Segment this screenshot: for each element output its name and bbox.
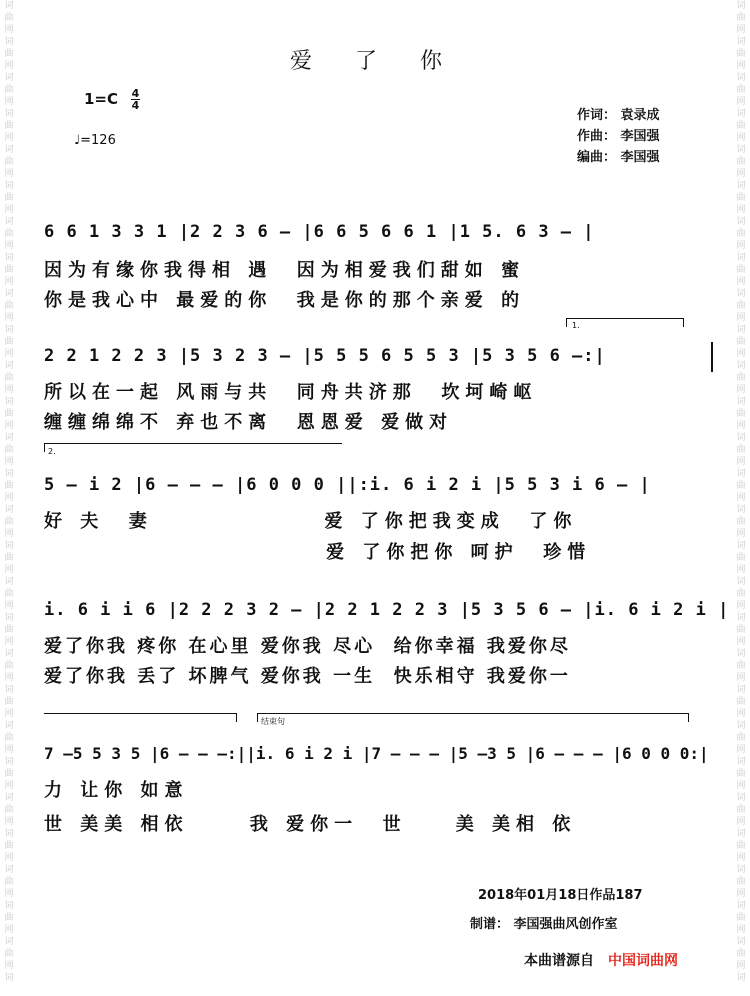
watermark-char: 网 <box>736 421 746 431</box>
watermark-char: 词 <box>4 361 14 371</box>
watermark-char: 词 <box>4 217 14 227</box>
watermark-char: 网 <box>4 925 14 935</box>
second-ending-bracket <box>44 443 342 452</box>
lyrics-row-5-verse-1: 力 让你 如意 <box>44 780 189 801</box>
watermark-char: 曲 <box>4 589 14 599</box>
first-ending-bracket <box>566 318 684 327</box>
watermark-char: 网 <box>4 601 14 611</box>
watermark-char: 曲 <box>736 913 746 923</box>
watermark-char: 曲 <box>736 625 746 635</box>
watermark-char: 词 <box>4 505 14 515</box>
notation-row-2: 2 2 1 2 2 3 |5 3 2 3 – |5 5 5 6 5 5 3 |5 3 5 6 –:| <box>44 346 606 366</box>
watermark-char: 词 <box>736 289 746 299</box>
watermark-char: 曲 <box>736 85 746 95</box>
watermark-char: 网 <box>736 853 746 863</box>
lyrics-row-4-verse-2: 爱了你我 丢了 坏脾气 爱你我 一生 快乐相守 我爱你一 <box>44 666 571 687</box>
lyrics-row-4-verse-1: 爱了你我 疼你 在心里 爱你我 尽心 给你幸福 我爱你尽 <box>44 636 571 657</box>
score-maker: 制谱： 李国强曲风创作室 <box>470 917 618 932</box>
watermark-char: 词 <box>4 469 14 479</box>
watermark-char: 网 <box>736 385 746 395</box>
watermark-right <box>734 0 748 984</box>
watermark-char: 词 <box>736 973 746 983</box>
watermark-char: 词 <box>4 793 14 803</box>
watermark-char: 曲 <box>736 49 746 59</box>
watermark-char: 曲 <box>4 769 14 779</box>
watermark-char: 词 <box>736 37 746 47</box>
watermark-char: 曲 <box>4 409 14 419</box>
watermark-char: 网 <box>736 925 746 935</box>
watermark-char: 词 <box>4 253 14 263</box>
lyricist-credit: 作词： 袁录成 <box>577 108 660 123</box>
watermark-char: 曲 <box>4 157 14 167</box>
watermark-char: 曲 <box>736 265 746 275</box>
watermark-char: 曲 <box>736 13 746 23</box>
watermark-char: 曲 <box>4 661 14 671</box>
watermark-char: 网 <box>4 565 14 575</box>
watermark-char: 曲 <box>4 121 14 131</box>
watermark-char: 网 <box>4 61 14 71</box>
watermark-char: 曲 <box>736 409 746 419</box>
coda-label: 结束句 <box>261 717 285 726</box>
watermark-char: 曲 <box>736 661 746 671</box>
watermark-char: 网 <box>736 97 746 107</box>
watermark-char: 网 <box>736 565 746 575</box>
watermark-char: 网 <box>4 25 14 35</box>
watermark-char: 词 <box>4 829 14 839</box>
watermark-char: 词 <box>736 541 746 551</box>
watermark-char: 网 <box>4 529 14 539</box>
second-ending-label: 2. <box>48 447 56 456</box>
watermark-char: 曲 <box>736 157 746 167</box>
watermark-char: 曲 <box>736 769 746 779</box>
watermark-char: 词 <box>736 865 746 875</box>
watermark-char: 曲 <box>4 13 14 23</box>
watermark-char: 曲 <box>4 697 14 707</box>
source-line <box>524 950 678 970</box>
song-title: 爱 了 你 <box>290 49 460 74</box>
watermark-char: 词 <box>736 577 746 587</box>
watermark-char: 曲 <box>4 49 14 59</box>
coda-bracket <box>257 713 689 722</box>
watermark-char: 词 <box>736 325 746 335</box>
watermark-char: 网 <box>736 673 746 683</box>
watermark-char: 词 <box>736 901 746 911</box>
watermark-char: 词 <box>736 73 746 83</box>
watermark-char: 网 <box>4 709 14 719</box>
watermark-char: 网 <box>736 637 746 647</box>
watermark-char: 网 <box>736 61 746 71</box>
watermark-char: 网 <box>736 25 746 35</box>
watermark-char: 词 <box>736 649 746 659</box>
watermark-char: 词 <box>736 721 746 731</box>
watermark-char: 曲 <box>4 553 14 563</box>
watermark-char: 词 <box>4 109 14 119</box>
watermark-char: 曲 <box>4 805 14 815</box>
watermark-char: 曲 <box>4 517 14 527</box>
watermark-char: 网 <box>4 241 14 251</box>
watermark-char: 曲 <box>4 265 14 275</box>
watermark-char: 网 <box>4 457 14 467</box>
watermark-char: 网 <box>4 277 14 287</box>
watermark-char: 网 <box>4 313 14 323</box>
lyrics-row-1-verse-1: 因为有缘你我得相 遇 因为相爱我们甜如 蜜 <box>44 260 526 281</box>
notation-row-5: 7 –5 5 3 5 |6 – – –:||i. 6 i 2 i |7 – – – |5 –3 5 |6 – – – |6 0 0 0:| <box>44 744 709 763</box>
watermark-char: 网 <box>736 601 746 611</box>
watermark-char: 词 <box>736 685 746 695</box>
watermark-char: 曲 <box>736 877 746 887</box>
lyrics-row-2-verse-1: 所以在一起 风雨与共 同舟共济那 坎坷崎岖 <box>44 382 538 403</box>
watermark-char: 网 <box>4 817 14 827</box>
time-signature <box>131 88 140 111</box>
watermark-char: 曲 <box>736 949 746 959</box>
watermark-char: 网 <box>736 457 746 467</box>
watermark-char: 词 <box>4 973 14 983</box>
watermark-char: 曲 <box>4 733 14 743</box>
watermark-char: 曲 <box>4 481 14 491</box>
watermark-char: 曲 <box>736 481 746 491</box>
watermark-char: 曲 <box>4 337 14 347</box>
watermark-char: 词 <box>4 145 14 155</box>
watermark-char: 曲 <box>4 949 14 959</box>
watermark-char: 词 <box>736 145 746 155</box>
watermark-char: 曲 <box>4 625 14 635</box>
arranger-credit: 编曲： 李国强 <box>577 150 660 165</box>
watermark-char: 词 <box>736 433 746 443</box>
watermark-char: 网 <box>736 277 746 287</box>
watermark-char: 网 <box>736 961 746 971</box>
watermark-char: 词 <box>4 937 14 947</box>
watermark-char: 词 <box>4 73 14 83</box>
watermark-char: 曲 <box>736 229 746 239</box>
watermark-char: 词 <box>736 361 746 371</box>
watermark-char: 词 <box>4 685 14 695</box>
watermark-char: 词 <box>736 613 746 623</box>
watermark-char: 词 <box>4 757 14 767</box>
watermark-char: 曲 <box>736 733 746 743</box>
watermark-char: 网 <box>736 817 746 827</box>
watermark-char: 网 <box>736 205 746 215</box>
repeat-bracket <box>44 713 237 722</box>
watermark-char: 曲 <box>736 517 746 527</box>
watermark-char: 词 <box>736 829 746 839</box>
watermark-left <box>2 0 16 984</box>
watermark-char: 词 <box>736 1 746 11</box>
watermark-char: 网 <box>736 709 746 719</box>
lyrics-row-2-verse-2: 缠缠绵绵不 弃也不离 恩恩爱 爱做对 <box>44 412 454 433</box>
watermark-char: 网 <box>4 745 14 755</box>
source-label: 本曲谱源自 <box>524 953 594 969</box>
watermark-char: 词 <box>736 757 746 767</box>
watermark-char: 曲 <box>736 589 746 599</box>
watermark-char: 词 <box>4 289 14 299</box>
watermark-char: 网 <box>4 493 14 503</box>
watermark-char: 词 <box>4 865 14 875</box>
composition-date: 2018年01月18日作品187 <box>478 888 643 903</box>
repeat-end-barline <box>711 342 713 372</box>
watermark-char: 词 <box>4 613 14 623</box>
watermark-char: 曲 <box>736 445 746 455</box>
watermark-char: 网 <box>4 637 14 647</box>
watermark-char: 曲 <box>736 553 746 563</box>
watermark-char: 曲 <box>736 805 746 815</box>
watermark-char: 网 <box>736 241 746 251</box>
watermark-char: 词 <box>4 397 14 407</box>
watermark-char: 曲 <box>4 913 14 923</box>
watermark-char: 词 <box>736 217 746 227</box>
watermark-char: 网 <box>4 781 14 791</box>
credits-block <box>577 105 660 168</box>
watermark-char: 网 <box>4 97 14 107</box>
watermark-char: 词 <box>4 901 14 911</box>
watermark-char: 词 <box>4 1 14 11</box>
watermark-char: 曲 <box>736 337 746 347</box>
meter-bottom: 4 <box>131 99 140 112</box>
lyrics-row-3-verse-2: 爱 了你把你 呵护 珍惜 <box>44 542 592 563</box>
first-ending-label: 1. <box>572 321 580 330</box>
meter-top: 4 <box>131 87 140 100</box>
watermark-char: 曲 <box>4 193 14 203</box>
watermark-char: 词 <box>736 793 746 803</box>
watermark-char: 网 <box>736 169 746 179</box>
watermark-char: 网 <box>736 349 746 359</box>
composer-credit: 作曲： 李国强 <box>577 129 660 144</box>
watermark-char: 词 <box>736 109 746 119</box>
notation-row-1: 6 6 1 3 3 1 |2 2 3 6 – |6 6 5 6 6 1 |1 5. 6 3 – | <box>44 222 595 242</box>
watermark-char: 词 <box>736 505 746 515</box>
lyrics-row-3-verse-1: 好 夫 妻 爱 了你把我变成 了你 <box>44 511 578 532</box>
watermark-char: 词 <box>4 721 14 731</box>
watermark-char: 曲 <box>736 373 746 383</box>
watermark-char: 曲 <box>4 877 14 887</box>
watermark-char: 网 <box>4 421 14 431</box>
watermark-char: 网 <box>736 745 746 755</box>
watermark-char: 曲 <box>4 373 14 383</box>
watermark-char: 曲 <box>4 301 14 311</box>
watermark-char: 曲 <box>4 841 14 851</box>
watermark-char: 网 <box>736 493 746 503</box>
watermark-char: 词 <box>4 577 14 587</box>
watermark-char: 网 <box>4 853 14 863</box>
watermark-char: 曲 <box>4 85 14 95</box>
watermark-char: 网 <box>4 889 14 899</box>
watermark-char: 词 <box>4 37 14 47</box>
source-site-link[interactable]: 中国词曲网 <box>608 953 678 969</box>
watermark-char: 网 <box>736 313 746 323</box>
watermark-char: 曲 <box>736 193 746 203</box>
watermark-char: 网 <box>4 133 14 143</box>
watermark-char: 词 <box>736 181 746 191</box>
watermark-char: 词 <box>4 433 14 443</box>
watermark-char: 网 <box>736 133 746 143</box>
notation-row-3: 5 – i 2 |6 – – – |6 0 0 0 ||:i. 6 i 2 i |5 5 3 i 6 – | <box>44 475 651 495</box>
watermark-char: 词 <box>4 181 14 191</box>
watermark-char: 网 <box>4 385 14 395</box>
watermark-char: 网 <box>736 781 746 791</box>
watermark-char: 词 <box>736 469 746 479</box>
watermark-char: 曲 <box>736 697 746 707</box>
key-signature: 1=C <box>84 90 119 108</box>
watermark-char: 网 <box>4 349 14 359</box>
watermark-char: 词 <box>736 937 746 947</box>
watermark-char: 词 <box>4 325 14 335</box>
watermark-char: 网 <box>736 889 746 899</box>
watermark-char: 网 <box>4 673 14 683</box>
watermark-char: 词 <box>736 253 746 263</box>
watermark-char: 词 <box>736 397 746 407</box>
watermark-char: 曲 <box>736 841 746 851</box>
watermark-char: 曲 <box>4 445 14 455</box>
watermark-char: 网 <box>4 961 14 971</box>
watermark-char: 曲 <box>736 121 746 131</box>
watermark-char: 词 <box>4 541 14 551</box>
watermark-char: 网 <box>736 529 746 539</box>
lyrics-row-5-verse-2: 世 美美 相依 我 爱你一 世 美 美相 依 <box>44 814 577 835</box>
watermark-char: 曲 <box>736 301 746 311</box>
watermark-char: 词 <box>4 649 14 659</box>
notation-row-4: i. 6 i i 6 |2 2 2 3 2 – |2 2 1 2 2 3 |5 3 5 6 – |i. 6 i 2 i | <box>44 600 730 620</box>
watermark-char: 曲 <box>4 229 14 239</box>
watermark-char: 网 <box>4 205 14 215</box>
watermark-char: 网 <box>4 169 14 179</box>
tempo-marking: ♩=126 <box>74 133 116 148</box>
lyrics-row-1-verse-2: 你是我心中 最爱的你 我是你的那个亲爱 的 <box>44 290 526 311</box>
